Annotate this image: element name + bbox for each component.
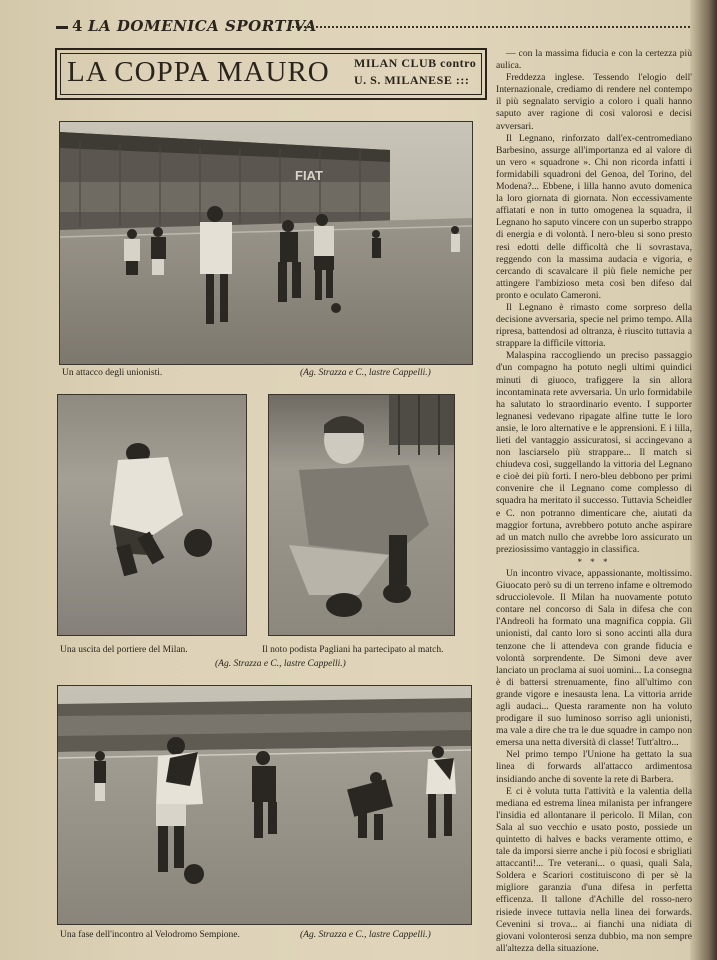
article-paragraph: Un incontro vivace, appassionante, moltissimo. Giuocato però su di un terreno infame e oltremodo sdrucciolevole. Il Milan ha nuovamente potuto contare nel concorso di Sala in difesa che con l'Andreoli ha formato una magnifica coppia. Gli unionisti, dal canto loro si sono accinti alla dura tenzone che li attendeva con grande fiducia e volontà sorprendente. De Simoni deve aver lanciato un proclama ai suoi uomini... La consegna è di battersi strenuamente, fino all'ultimo con grande vigore e inesausta lena. La vittoria arride agli audaci... Questa raramente non ha voluto prodigare il suo luminoso sorriso agli unionisti, ma vale a dire che tra le due squadre in campo non emersa una netta diversità di classe! Tutt'altro... [496,567,692,749]
article-title-box [55,48,487,100]
running-header [56,16,690,42]
credit-photo-1: (Ag. Strazza e C., lastre Cappelli.) [300,368,431,378]
photo-pagliani [268,394,455,636]
photo-velodromo [57,685,472,925]
article-paragraph: Malaspina raccogliendo un preciso passaggio d'un compagno ha potuto negli ultimi quindici minuti di giuoco, trafiggere la sin allora incontaminata rete avversaria. Un urlo formidabile ha salutato lo straordinario evento. I supporter legnanesi vedevano ripagate alfine tutte le loro ansie, le loro alternative e le apprensioni. E i lilla, lieti del vantaggio assicuratosi, si accingevano a non lasciarselo più strappare... Il match si chiudeva così, suggellando la vittoria del Legnano e cioè dei più forti. I nero-bleu debbono per primi convenire che il Legnano come complesso di squadra ha meritato il successo. Tuttavia Scheidler e C. non potranno dimenticare che, aiutati da maggior fortuna, avrebbero potuto anche aspirare ad un match nullo che avrebbe loro assicurato un preziosissimo vantaggio in classifica. [496,350,692,555]
header-dash [56,26,68,29]
photo-attack-unionists [59,121,473,365]
section-separator: * * * [577,556,611,567]
credit-photo-4: (Ag. Strazza e C., lastre Cappelli.) [300,930,431,940]
article-paragraph: Il Legnano è rimasto come sorpreso della decisione avversaria, specie nel primo tempo. Alla ripresa, battendosi ad oltranza, è riuscito tuttavia a strappare la difficile vittoria. [496,301,692,350]
article-paragraph: Il Legnano, rinforzato dall'ex-centromediano Barbesino, assurge all'importanza ed al valore di un vero « squadrone ». Chi non ricorda infatti i formidabili squadroni del Genoa, del Torino, del Modena?... Ebbene, i lilla hanno avuto domenica la loro giornata di giornata. Non eccessivamente affiatati e non in tutto omogenea la squadra, il Legnano ho saputo vincere con un superbo strappo di energia e di volontà. I nero-bleu si sono presto resi edotti delle difficoltà che li sovrastava, reggendo con la massima audacia e vigoria, e cercando di scavalcare il più fiele nemiche per attingere l'ambizioso meta così ben difeso dal pronto e oculato Cameroni. [496,132,692,301]
photo-goalkeeper [57,394,247,636]
header-rule [288,26,690,28]
article-paragraph: E ci è voluta tutta l'attività e la valentia della mediana ed estrema linea milanista per infrangere l'insidia ed allontanare il pericolo. Il Milan, con Sala al suo vecchio e usato posto, possiede un quintetto di halves e backs veramente ottimo, e tale da imporsi sierre anche i più focosi e sbrigliati attaccanti!... Tre veterani... o quasi, quali Sala, Soldera e Scariori costituiscono di per sè la migliore garanzia d'una difesa in perfetta efficenza. Il tallone d'Achille del rosso-nero risiede invece tuttavia nella linea dei forwards. Cevenini si trova... ai fianchi una nidiata di giovani volonterosi senza dubbio, ma non sempre all'altezza della situazione. [496,785,692,954]
caption-photo-4: Una fase dell'incontro al Velodromo Sempione. [60,930,240,940]
photo-pagliani-image [269,395,454,635]
credit-photos-2-3: (Ag. Strazza e C., lastre Cappelli.) [215,659,346,669]
photo-goalkeeper-image [58,395,246,635]
article-paragraph: Nel primo tempo l'Unione ha gettato la sua linea di forwards all'attacco ardimentosa insidiando anche di sovente la rete di Barbera. [496,749,692,785]
article-title: LA COPPA MAURO [67,56,330,88]
caption-photo-2: Una uscita del portiere del Milan. [60,645,188,655]
photo-attack-image [60,122,472,364]
article-column [496,48,692,955]
article-subtitle-line2: U. S. MILANESE ::: [354,73,470,87]
stadium-sign: FIAT [295,168,323,183]
article-paragraph: — con la massima fiducia e con la certezza più aulica. [496,48,692,72]
page-binding-edge [690,0,717,960]
page-number: 4 [72,17,83,35]
article-paragraph: Freddezza inglese. Tessendo l'elogio dell' Internazionale, crediamo di rendere nel contempo il più segnalato servigio a coloro i quali hanno saputo aver ragione di così valorosi e decisi avversari. [496,72,692,132]
magazine-title: LA DOMENICA SPORTIVA [88,17,317,35]
caption-photo-1: Un attacco degli unionisti. [62,368,163,378]
caption-photo-3: Il noto podista Pagliani ha partecipato al match. [262,645,444,655]
photo-velodromo-image [58,686,471,924]
article-subtitle-line1: MILAN CLUB contro [354,56,477,70]
